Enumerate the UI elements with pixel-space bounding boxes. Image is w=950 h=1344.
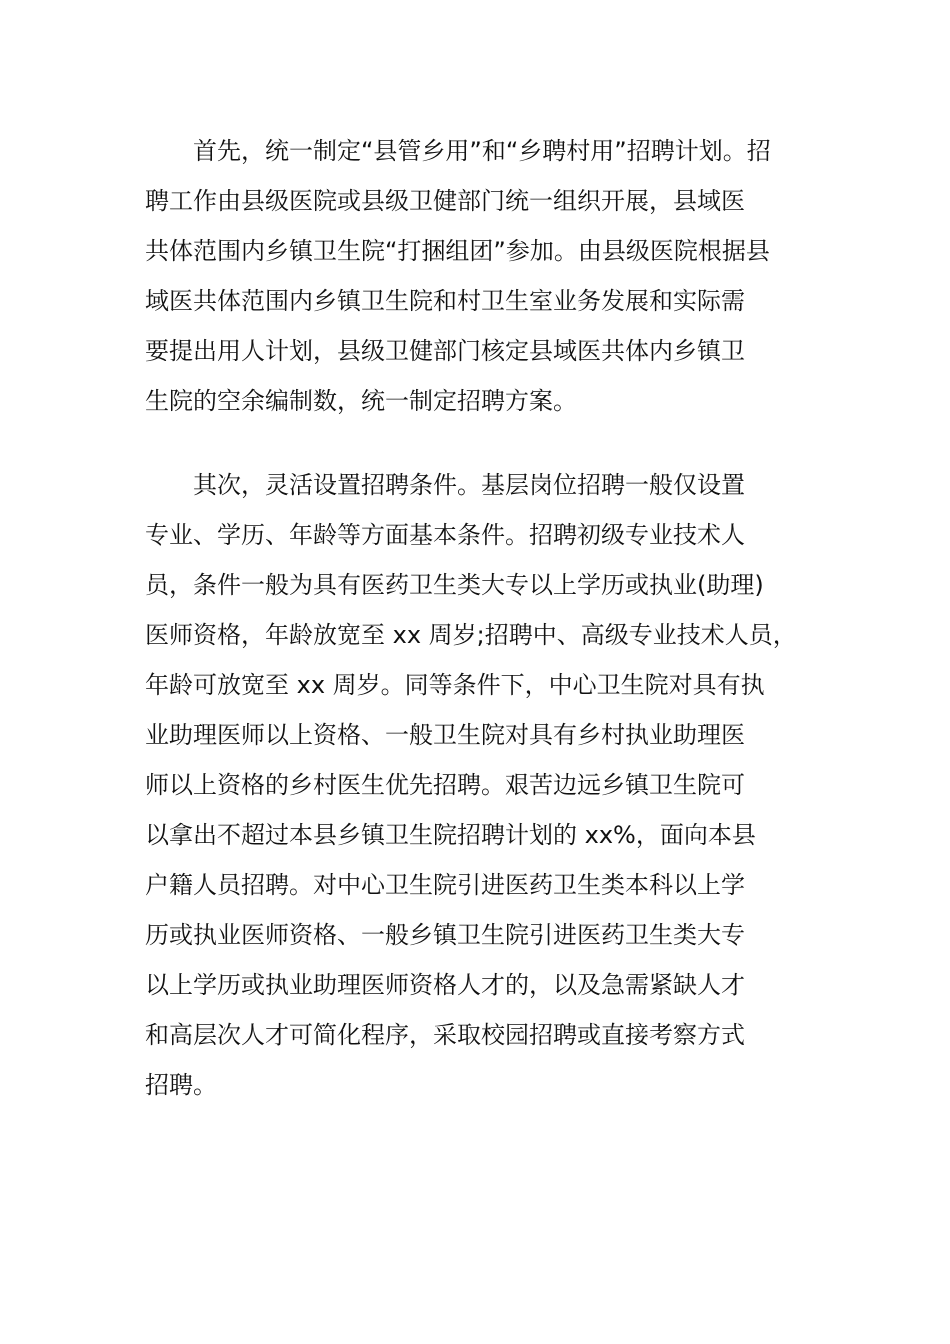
paragraph-line: 生院的空余编制数，统一制定招聘方案。 — [145, 387, 577, 415]
paragraph-line: 要提出用人计划，县级卫健部门核定县域医共体内乡镇卫 — [145, 337, 745, 365]
paragraph-recruitment-conditions — [145, 460, 825, 1110]
paragraph-line: 师以上资格的乡村医生优先招聘。艰苦边远乡镇卫生院可 — [145, 771, 745, 799]
paragraph-line: 聘工作由县级医院或县级卫健部门统一组织开展，县域医 — [145, 187, 745, 215]
paragraph-line: 域医共体范围内乡镇卫生院和村卫生室业务发展和实际需 — [145, 287, 745, 315]
paragraph-line: 医师资格，年龄放宽至 xx 周岁;招聘中、高级专业技术人员， — [145, 621, 797, 649]
paragraph-line: 员，条件一般为具有医药卫生类大专以上学历或执业(助理) — [145, 571, 764, 599]
paragraph-line: 首先，统一制定“县管乡用”和“乡聘村用”招聘计划。招 — [193, 137, 771, 165]
paragraph-line: 专业、学历、年龄等方面基本条件。招聘初级专业技术人 — [145, 521, 745, 549]
paragraph-line: 历或执业医师资格、一般乡镇卫生院引进医药卫生类大专 — [145, 921, 745, 949]
paragraph-line: 年龄可放宽至 xx 周岁。同等条件下，中心卫生院对具有执 — [145, 671, 765, 699]
paragraph-line: 和高层次人才可简化程序，采取校园招聘或直接考察方式 — [145, 1021, 745, 1049]
paragraph-line: 共体范围内乡镇卫生院“打捆组团”参加。由县级医院根据县 — [145, 237, 770, 265]
paragraph-line: 招聘。 — [145, 1071, 217, 1099]
paragraph-line: 以拿出不超过本县乡镇卫生院招聘计划的 xx%，面向本县 — [145, 821, 756, 849]
paragraph-line: 以上学历或执业助理医师资格人才的，以及急需紧缺人才 — [145, 971, 745, 999]
paragraph-line: 户籍人员招聘。对中心卫生院引进医药卫生类本科以上学 — [145, 871, 745, 899]
paragraph-line: 其次，灵活设置招聘条件。基层岗位招聘一般仅设置 — [193, 471, 745, 499]
paragraph-line: 业助理医师以上资格、一般卫生院对具有乡村执业助理医 — [145, 721, 745, 749]
paragraph-recruitment-plan — [145, 126, 825, 426]
